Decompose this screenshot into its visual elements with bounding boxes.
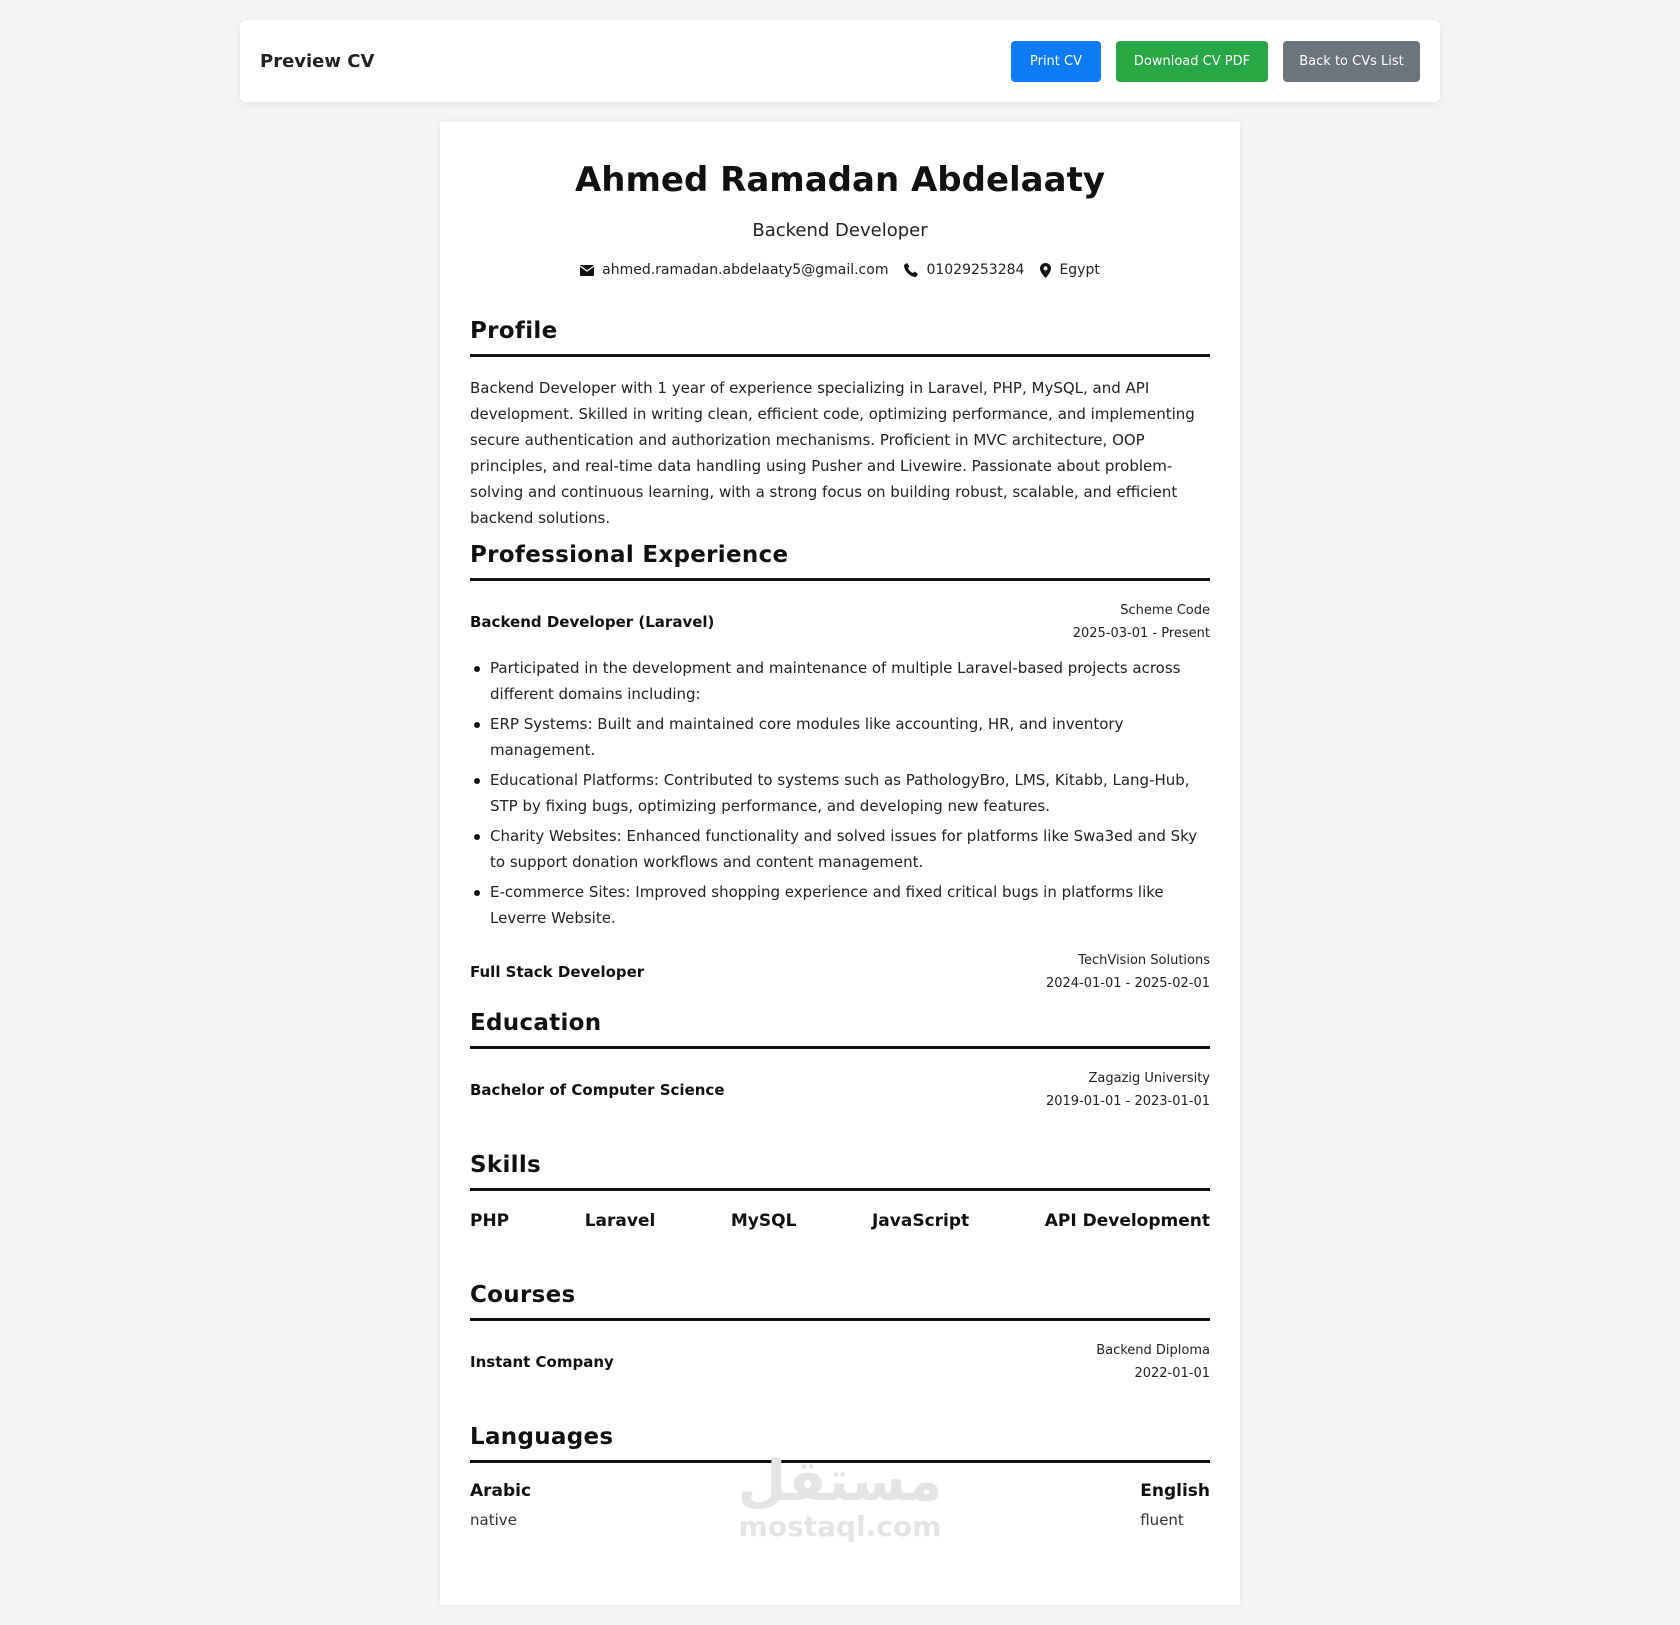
job-dates: 2025-03-01 - Present bbox=[1072, 626, 1210, 641]
job-entry bbox=[470, 949, 1210, 995]
watermark-latin: mostaql.com bbox=[738, 1510, 942, 1543]
skill-item: MySQL bbox=[730, 1211, 797, 1231]
courses-section bbox=[470, 1282, 1210, 1385]
experience-section bbox=[470, 542, 1210, 995]
contact-location bbox=[1040, 262, 1099, 278]
language-name: English bbox=[1140, 1481, 1210, 1501]
education-entry bbox=[470, 1067, 1210, 1113]
cv-name: Ahmed Ramadan Abdelaaty bbox=[574, 160, 1105, 200]
job-company: Scheme Code bbox=[1120, 603, 1210, 618]
skills-list bbox=[470, 1211, 1210, 1231]
list-item: ERP Systems: Built and maintained core modules like accounting, HR, and inventory management. bbox=[490, 711, 1210, 763]
education-dates: 2019-01-01 - 2023-01-01 bbox=[1045, 1094, 1210, 1109]
skill-item: PHP bbox=[470, 1211, 510, 1231]
print-cv-button[interactable]: Print CV bbox=[1011, 41, 1101, 82]
cv-job-title: Backend Developer bbox=[752, 220, 928, 241]
contact-phone bbox=[904, 262, 1024, 278]
language-item bbox=[1140, 1481, 1210, 1529]
contact-info bbox=[440, 262, 1240, 278]
skills-heading: Skills bbox=[470, 1152, 1210, 1191]
email-text: ahmed.ramadan.abdelaaty5@gmail.com bbox=[602, 262, 889, 278]
page-header bbox=[240, 20, 1440, 102]
job-meta bbox=[1046, 949, 1210, 995]
contact-email bbox=[580, 262, 888, 278]
page-title: Preview CV bbox=[260, 50, 375, 72]
language-level: native bbox=[470, 1511, 517, 1529]
job-entry bbox=[470, 599, 1210, 645]
download-cv-pdf-button[interactable]: Download CV PDF bbox=[1116, 41, 1268, 82]
location-text: Egypt bbox=[1059, 262, 1100, 278]
header-actions bbox=[1011, 41, 1420, 82]
watermark-arabic: مستقل bbox=[737, 1449, 943, 1514]
course-date: 2022-01-01 bbox=[1134, 1366, 1210, 1381]
experience-heading: Professional Experience bbox=[470, 542, 1210, 581]
list-item: E-commerce Sites: Improved shopping experience and fixed critical bugs in platforms like Leverre Website. bbox=[490, 879, 1210, 931]
cv-document bbox=[440, 122, 1240, 1605]
job-title: Backend Developer (Laravel) bbox=[470, 613, 715, 631]
education-section bbox=[470, 1010, 1210, 1113]
degree-title: Bachelor of Computer Science bbox=[470, 1081, 725, 1099]
language-item bbox=[470, 1481, 531, 1529]
mostaql-watermark bbox=[730, 1449, 950, 1562]
skills-section bbox=[470, 1152, 1210, 1231]
list-item: Charity Websites: Enhanced functionality and solved issues for platforms like Swa3ed and Sky to support donation workflows and content management. bbox=[490, 823, 1210, 875]
list-item: Educational Platforms: Contributed to systems such as PathologyBro, LMS, Kitabb, Lang-Hub, STP by fixing bugs, optimizing performance, and developing new features. bbox=[490, 767, 1210, 819]
back-to-cvs-list-button[interactable]: Back to CVs List bbox=[1283, 41, 1420, 82]
job-bullets bbox=[470, 655, 1210, 931]
profile-section bbox=[470, 318, 1210, 531]
education-meta bbox=[1046, 1067, 1210, 1113]
job-dates: 2024-01-01 - 2025-02-01 bbox=[1045, 976, 1210, 991]
course-name: Backend Diploma bbox=[1096, 1343, 1210, 1358]
course-meta bbox=[1096, 1339, 1210, 1385]
skill-item: JavaScript bbox=[871, 1211, 970, 1231]
envelope-icon bbox=[580, 265, 594, 276]
map-marker-icon bbox=[1040, 263, 1051, 278]
phone-text: 01029253284 bbox=[926, 262, 1025, 278]
course-provider: Instant Company bbox=[470, 1353, 614, 1371]
course-entry bbox=[470, 1339, 1210, 1385]
language-name: Arabic bbox=[470, 1481, 532, 1501]
profile-heading: Profile bbox=[470, 318, 1210, 357]
school-name: Zagazig University bbox=[1088, 1071, 1210, 1086]
job-meta bbox=[1073, 599, 1210, 645]
language-level: fluent bbox=[1140, 1511, 1184, 1529]
languages-heading: Languages bbox=[470, 1424, 1210, 1463]
courses-heading: Courses bbox=[470, 1282, 1210, 1321]
list-item: Participated in the development and maintenance of multiple Laravel-based projects across different domains including: bbox=[490, 655, 1210, 707]
skill-item: Laravel bbox=[584, 1211, 656, 1231]
job-company: TechVision Solutions bbox=[1078, 953, 1210, 968]
education-heading: Education bbox=[470, 1010, 1210, 1049]
phone-icon bbox=[904, 263, 918, 277]
skill-item: API Development bbox=[1044, 1211, 1210, 1231]
profile-text: Backend Developer with 1 year of experience specializing in Laravel, PHP, MySQL, and API development. Skilled in writing clean, efficient code, optimizing performance, and implementing secure authentication and authorization mechanisms. Proficient in MVC architecture, OOP principles, and real-time data handling using Pusher and Livewire. Passionate about problem-solving and continuous learning, with a strong focus on building robust, scalable, and efficient backend solutions. bbox=[470, 379, 1195, 527]
job-title: Full Stack Developer bbox=[470, 963, 645, 981]
